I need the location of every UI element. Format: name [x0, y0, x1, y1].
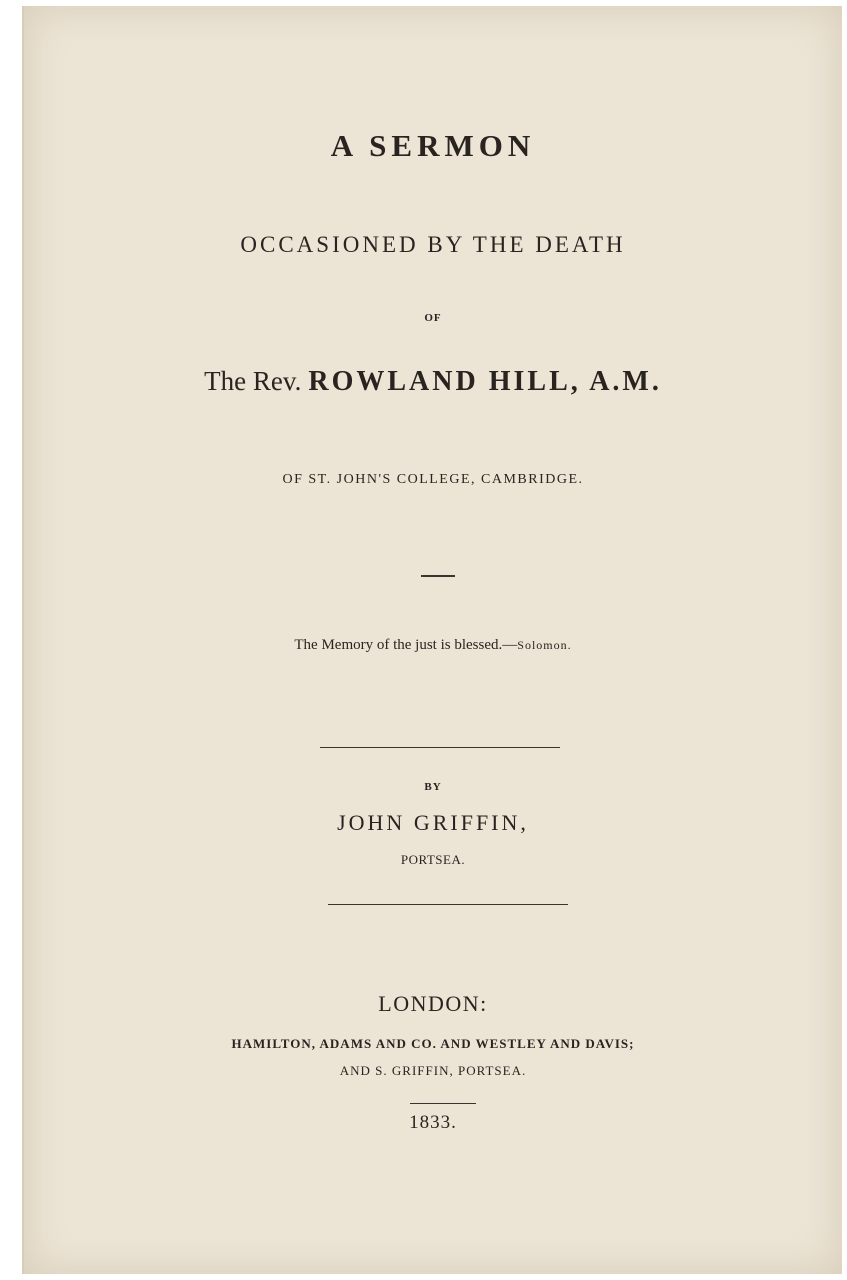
rev-name: ROWLAND HILL, A.M.: [308, 366, 662, 397]
short-divider: [421, 575, 455, 577]
subject-line: [24, 366, 842, 398]
college-line: OF ST. JOHN'S COLLEGE, CAMBRIDGE.: [282, 472, 584, 487]
by-line: BY: [424, 781, 442, 793]
publishers-line-2: AND S. GRIFFIN, PORTSEA.: [339, 1063, 527, 1078]
motto-line: [24, 637, 842, 654]
of-line: OF: [424, 312, 442, 324]
sermon-title: A SERMON: [330, 128, 536, 163]
author-place: PORTSEA.: [400, 852, 466, 867]
divider-rule: [320, 747, 560, 748]
publishers-line-1: HAMILTON, ADAMS AND CO. AND WESTLEY AND DAVIS;: [231, 1036, 635, 1051]
publication-city: LONDON:: [378, 991, 488, 1016]
title-page: [22, 6, 842, 1274]
year-rule: [410, 1103, 476, 1104]
divider-rule-lower: [328, 904, 568, 905]
publication-year: 1833.: [409, 1112, 457, 1133]
occasioned-line: OCCASIONED BY THE DEATH: [240, 232, 626, 257]
motto-source: Solomon.: [517, 638, 572, 652]
author-name: JOHN GRIFFIN,: [337, 810, 529, 835]
motto-text: The Memory of the just is blessed.—: [294, 637, 518, 653]
rev-prefix: The Rev.: [204, 366, 302, 396]
